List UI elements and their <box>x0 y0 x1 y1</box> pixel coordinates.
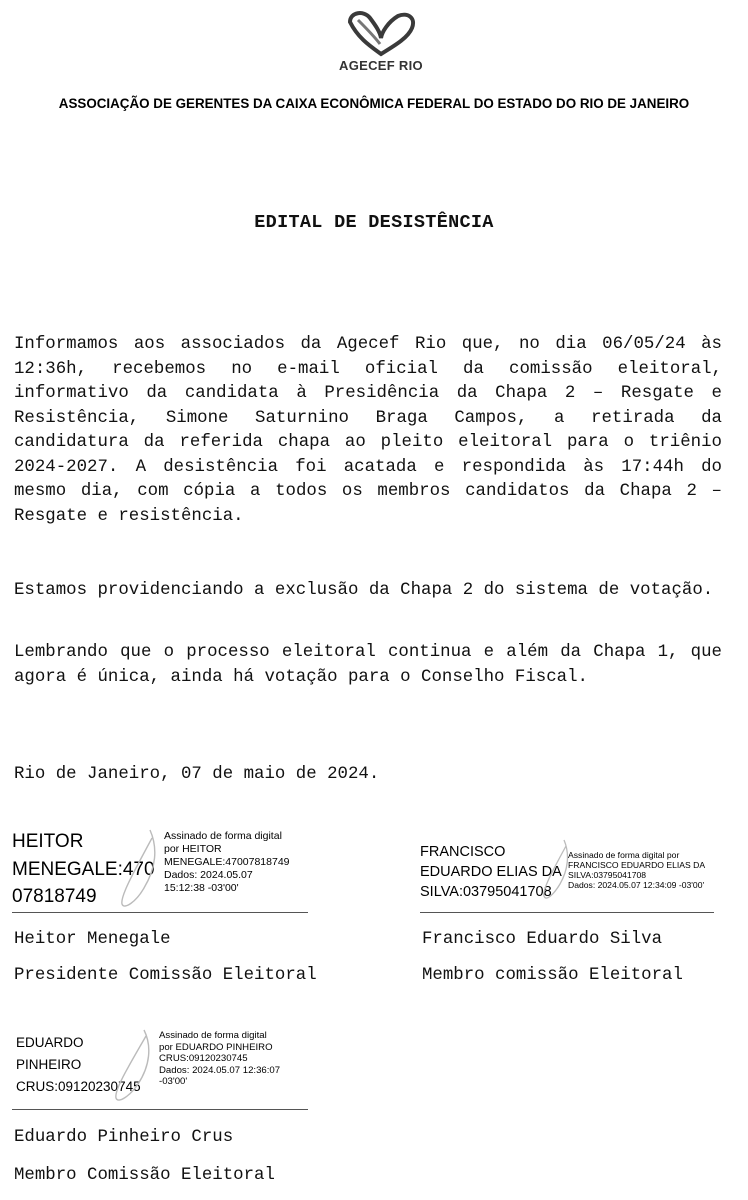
digital-signature-details <box>164 830 290 895</box>
signer-line: EDUARDO <box>16 1035 84 1050</box>
digital-line: FRANCISCO EDUARDO ELIAS DA <box>568 860 706 870</box>
signature-line <box>12 1109 308 1110</box>
signer-role: Membro Comissão Eleitoral <box>14 1166 275 1185</box>
digital-line: 15:12:38 -03'00' <box>164 882 239 894</box>
place-date: Rio de Janeiro, 07 de maio de 2024. <box>14 765 380 784</box>
signer-role: Presidente Comissão Eleitoral <box>14 966 317 985</box>
signature-line <box>420 912 714 913</box>
digital-line: Assinado de forma digital <box>164 830 282 842</box>
paragraph-2: Estamos providenciando a exclusão da Chapa 2 do sistema de votação. <box>14 581 714 600</box>
digital-signature-details <box>159 1030 280 1088</box>
signer-line: SILVA:03795041708 <box>420 884 552 900</box>
paragraph-3: Lembrando que o processo eleitoral continua e além da Chapa 1, que agora é única, ainda há votação para o Conselho Fiscal. <box>14 643 722 687</box>
association-name: ASSOCIAÇÃO DE GERENTES DA CAIXA ECONÔMICA FEDERAL DO ESTADO DO RIO DE JANEIRO <box>58 96 690 111</box>
signature-block-3 <box>0 1026 340 1196</box>
digital-line: Dados: 2024.05.07 12:34:09 -03'00' <box>568 880 705 890</box>
digital-line: MENEGALE:47007818749 <box>164 856 290 868</box>
digital-line: SILVA:03795041708 <box>568 870 647 880</box>
digital-line: Assinado de forma digital por <box>568 850 680 860</box>
signer-printed-name: Eduardo Pinheiro Crus <box>14 1128 234 1147</box>
signer-printed-name: Heitor Menegale <box>14 930 171 949</box>
signer-line: EDUARDO ELIAS DA <box>420 864 562 880</box>
digital-line: Dados: 2024.05.07 12:36:07 <box>159 1064 281 1076</box>
signature-flourish-icon <box>118 828 162 912</box>
logo-text: AGECEF RIO <box>339 58 423 73</box>
signer-line: HEITOR <box>12 831 84 852</box>
signature-block-1 <box>0 826 340 985</box>
document-title: EDITAL DE DESISTÊNCIA <box>254 212 494 233</box>
signer-line: FRANCISCO <box>420 844 506 860</box>
digital-line: Dados: 2024.05.07 <box>164 869 253 881</box>
signer-line: CRUS:09120230745 <box>16 1079 141 1094</box>
signer-role: Membro comissão Eleitoral <box>422 966 683 985</box>
signature-flourish-icon <box>112 1028 156 1106</box>
signer-printed-name: Francisco Eduardo Silva <box>422 930 663 949</box>
signature-line <box>12 912 308 913</box>
digital-line: por EDUARDO PINHEIRO <box>159 1041 273 1053</box>
signature-block-2 <box>412 836 742 985</box>
logo-heart-icon <box>336 8 426 60</box>
digital-line: -03'00' <box>159 1076 188 1088</box>
paragraph-1: Informamos aos associados da Agecef Rio que, no dia 06/05/24 às 12:36h, recebemos no e-mail oficial da comissão eleitoral, informativo da candidata à Presidência da Chapa 2 – Resgate e Resistência, Simone Saturnino Braga Campos, a retirada da candidatura da referida chapa ao pleito eleitoral para o triênio 2024-2027. A desistência foi acatada e respondida às 17:44h do mesmo dia, com cópia a todos os membros candidatos da Chapa 2 – Resgate e resistência. <box>14 335 722 526</box>
agecef-logo <box>336 8 426 78</box>
digital-line: Assinado de forma digital <box>159 1030 267 1041</box>
digital-signature-details <box>568 850 705 890</box>
digital-line: CRUS:09120230745 <box>159 1053 248 1065</box>
digital-line: por HEITOR <box>164 843 222 855</box>
signer-line: PINHEIRO <box>16 1057 82 1072</box>
signer-line: 07818749 <box>12 886 97 907</box>
signer-line: MENEGALE:470 <box>12 858 155 880</box>
